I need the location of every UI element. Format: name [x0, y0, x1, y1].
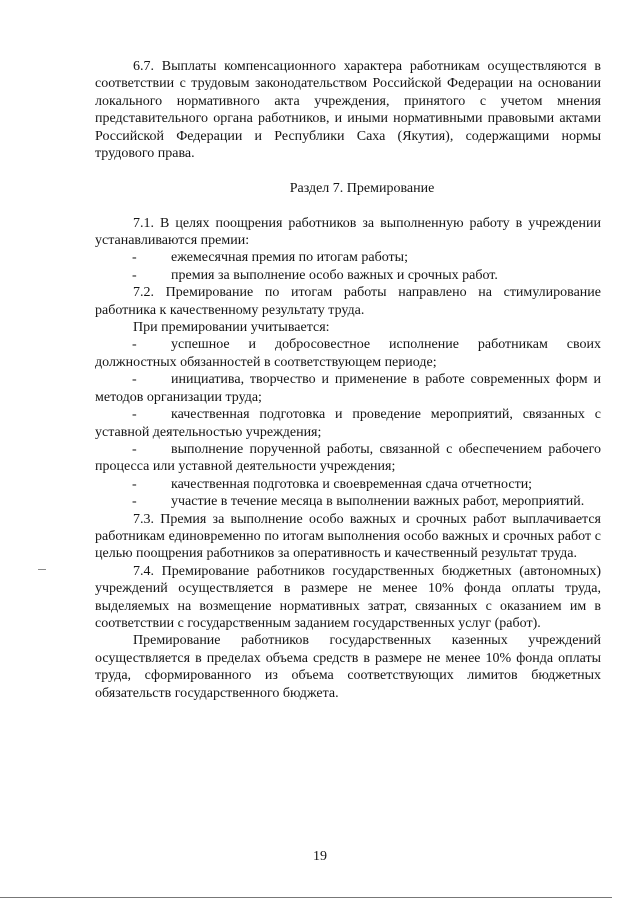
paragraph-7-1: 7.1. В целях поощрения работников за выполненную работу в учреждении устанавливаются премии:: [95, 215, 601, 249]
list-item: - успешное и добросовестное исполнение работникам своих должностных обязанностей в соответствующем периоде;: [95, 337, 601, 370]
paragraph-consider: При премировании учитывается:: [133, 320, 330, 336]
dash-marker: -: [132, 337, 137, 353]
scan-bottom-edge: [0, 897, 612, 898]
page-number: 19: [313, 849, 327, 864]
dash-marker: -: [132, 494, 137, 510]
list-item: - качественная подготовка и своевременная сдача отчетности;: [132, 476, 533, 492]
dash-marker: -: [132, 250, 137, 266]
list-item: - премия за выполнение особо важных и срочных работ.: [132, 267, 498, 283]
list-item: - выполнение порученной работы, связанной с обеспечением рабочего процесса или уставной деятельности учреждения;: [95, 441, 601, 475]
dash-marker: -: [132, 476, 137, 492]
section-heading: Раздел 7. Премирование: [289, 180, 435, 196]
dash-marker: -: [132, 441, 137, 457]
paragraph-kazennye: Премирование работников государственных казенных учреждений осуществляется в пределах объема средств в размере не менее 10% фонда оплаты труда, сформированного из объема соответствующих лимитов бюджетных обязательств государственного бюджета.: [95, 633, 601, 701]
document-body: [95, 58, 601, 702]
paragraph-7-2: 7.2. Премирование по итогам работы направлено на стимулирование работника к качественному результату труда.: [95, 285, 601, 318]
scan-margin-mark: [38, 569, 46, 570]
list-item: - участие в течение месяца в выполнении важных работ, мероприятий.: [132, 494, 585, 510]
paragraph-7-4: 7.4. Премирование работников государственных бюджетных (автономных) учреждений осуществляется в размере не менее 10% фонда оплаты труда, выделяемых на возмещение нормативных затрат, связанных с оказанием им в соответствии с государственным заданием государственных услуг (работ).: [95, 563, 601, 631]
paragraph-6-7: 6.7. Выплаты компенсационного характера работникам осуществляются в соответствии с трудовым законодательством Российской Федерации на основании локального нормативного акта учреждения, принятого с учетом мнения представительного органа работников, и иными нормативными правовыми актами Российской Федерации и Республики Саха (Якутия), содержащими нормы трудового права.: [95, 59, 601, 162]
paragraph-7-3: 7.3. Премия за выполнение особо важных и срочных работ выплачивается работникам единовременно по итогам выполнения особо важных и срочных работ с целью поощрения работников за оперативность и качественный результат труда.: [95, 511, 601, 562]
list-item: - ежемесячная премия по итогам работы;: [132, 250, 408, 266]
dash-marker: -: [132, 372, 137, 388]
list-item: - качественная подготовка и проведение мероприятий, связанных с уставной деятельностью учреждения;: [95, 407, 601, 440]
dash-marker: -: [132, 267, 137, 283]
list-item: - инициатива, творчество и применение в работе современных форм и методов организации труда;: [95, 372, 601, 405]
dash-marker: -: [132, 407, 137, 423]
